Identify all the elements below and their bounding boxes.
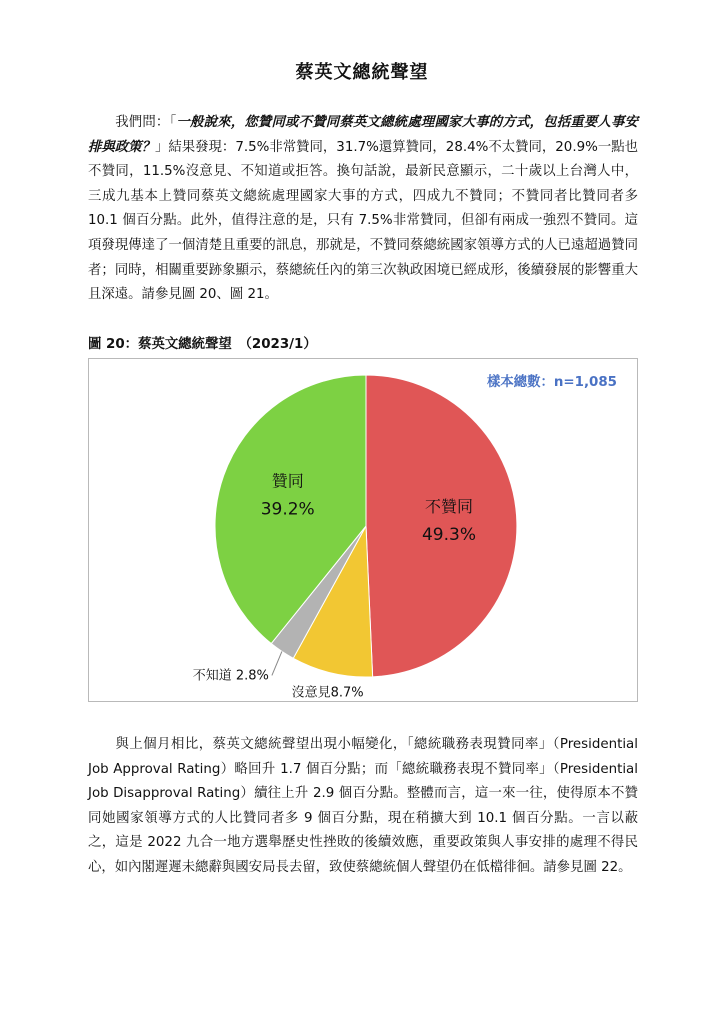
slice-value-label-0: 49.3% (421, 525, 477, 546)
paragraph-2-body: 與上個月相比，蔡英文總統聲望出現小幅變化，「總統職務表現贊同率」（Presidential Job Approval Rating）略回升 1.7 個百分點；而「總統職務表現不贊同率」（Presidential Job Disapproval Rating）續往上升 2.9 個百分點。整體而言，這一來一往，使得原本不贊同她國家領導方式的人比贊同者多 9 個百分點，現在稍擴大到 10.1 個百分點。一言以蔽之，這是 2022 九合一地方選舉歷史性挫敗的後續效應，重要政策與人事安排的處理不得民心，如內閣遲遲未總辭與國安局長去留，致使蔡總統個人聲望仍在低檔徘徊。請參見圖 22。 (88, 737, 638, 875)
slice-value-label-3: 39.2% (260, 499, 315, 520)
slice-name-label-0: 不贊同 (424, 497, 474, 517)
slice-label-1: 沒意見8.7% (291, 685, 364, 701)
figure-caption: 圖 20：蔡英文總統聲望 （2023/1） (88, 337, 317, 352)
sample-size-label: 樣本總數：n=1,085 (486, 375, 617, 390)
paragraph-2 (88, 733, 638, 881)
paragraph-1-body: 」結果發現：7.5%非常贊同，31.7%還算贊同，28.4%不太贊同，20.9%一點也不贊同，11.5%沒意見、不知道或拒答。換句話說，最新民意顯示，二十歲以上台灣人中，三成九基本上贊同蔡英文總統處理國家大事的方式，四成九不贊同；不贊同者比贊同者多 10.1 個百分點。此外，值得注意的是，只有 7.5%非常贊同，但卻有兩成一強烈不贊同。這項發現傳達了一個清楚且重要的訊息，那就是，不贊同蔡總統國家領導方式的人已遠超過贊同者；同時，相關重要跡象顯示，蔡總統任內的第三次執政困境已經成形，後續發展的影響重大且深遠。請參見圖 20、圖 21。 (88, 139, 639, 303)
page-title: 蔡英文總統聲望 (295, 62, 429, 83)
pie-chart-frame (88, 358, 638, 702)
paragraph-1 (88, 111, 638, 308)
pie-chart (89, 359, 639, 703)
leader-line-2 (272, 651, 282, 675)
slice-name-label-3: 贊同 (271, 471, 304, 491)
question-intro: 我們問：「 (115, 115, 177, 130)
slice-label-2: 不知道 2.8% (192, 668, 269, 684)
survey-question: 一般說來，您贊同或不贊同蔡英文總統處理國家大事的方式，包括重要人事安排與政策？ (88, 115, 638, 155)
